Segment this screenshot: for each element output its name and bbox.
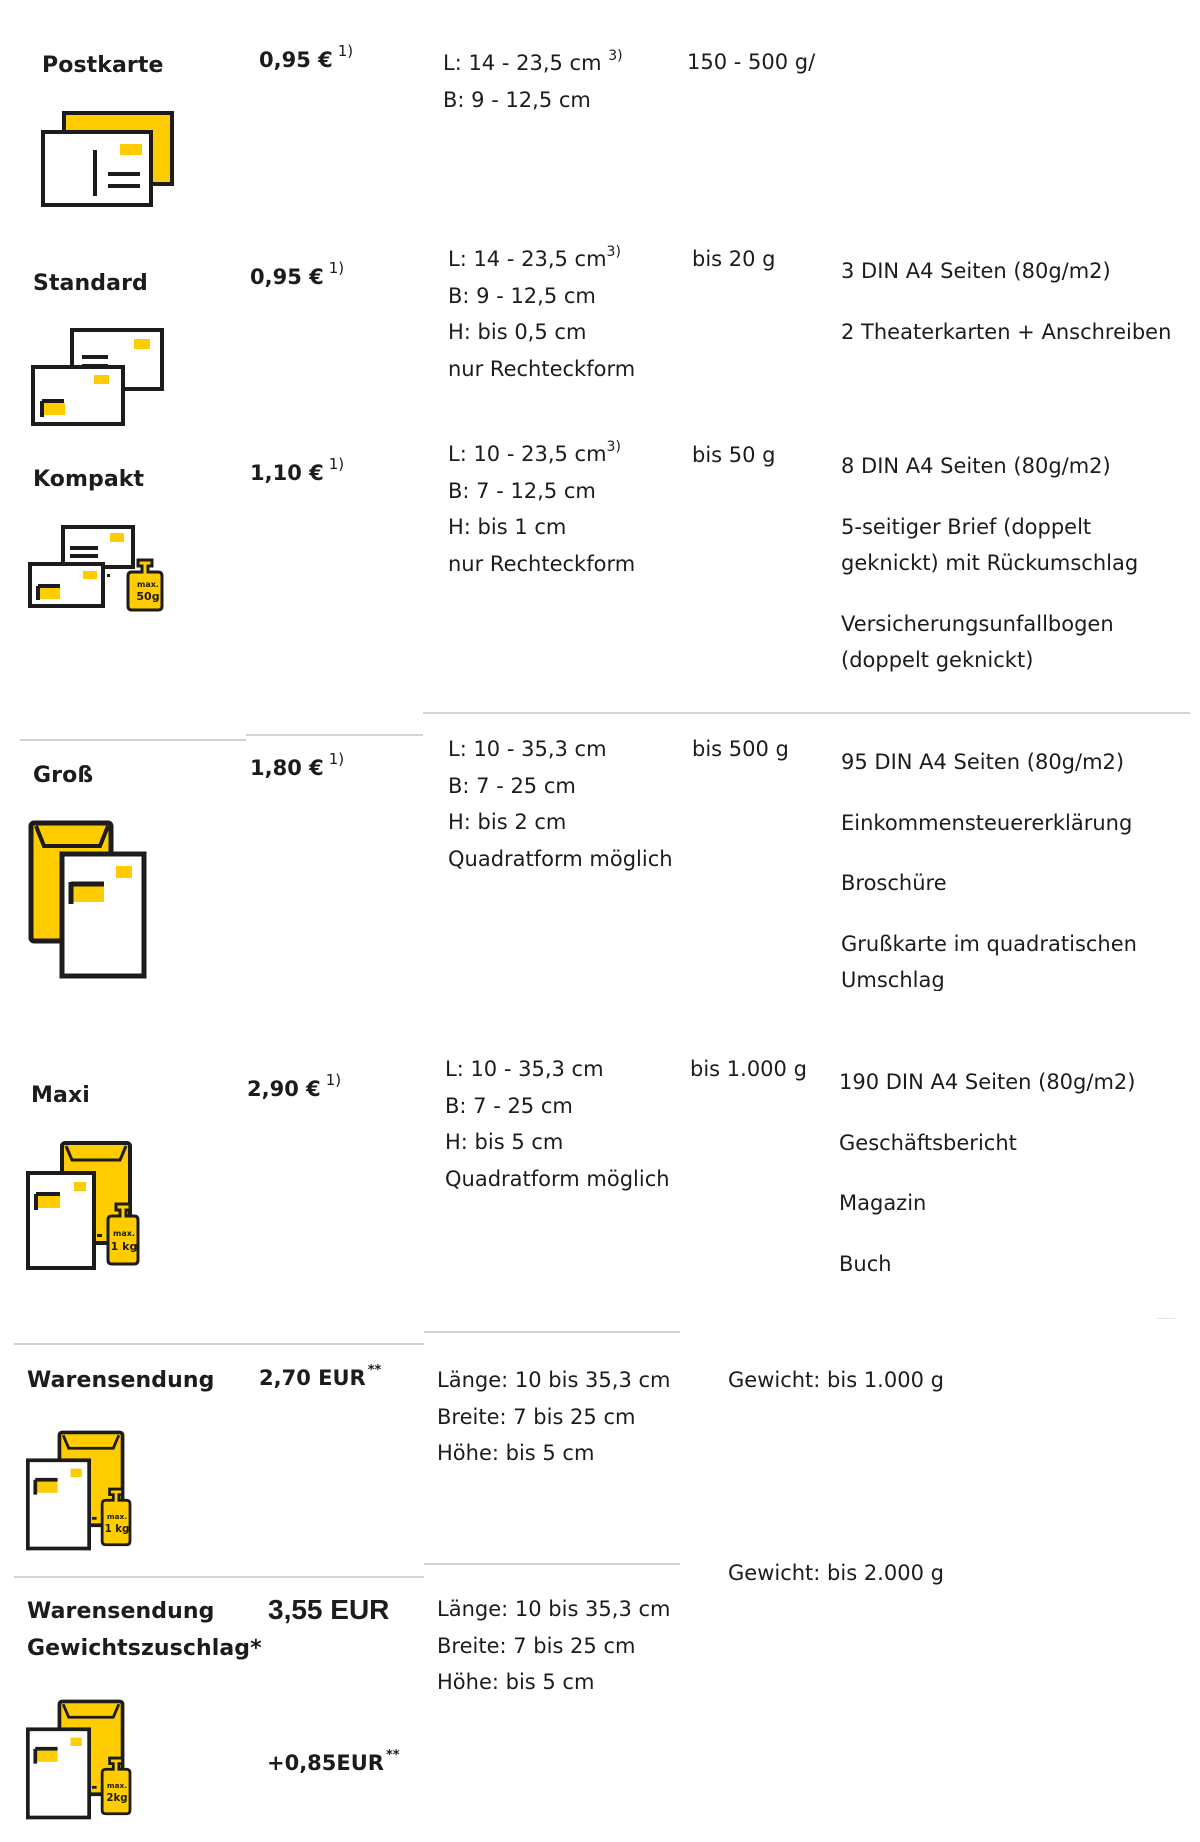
example-item: Versicherungsunfallbogen (doppelt geknickt) <box>841 611 1114 672</box>
svg-text:50g: 50g <box>136 590 160 603</box>
separator <box>14 1576 424 1578</box>
product-weight: bis 500 g <box>692 737 789 761</box>
product-dimensions: L: 14 - 23,5 $cm^{3)}$ B: 9 - 12,5 cm H: bis 0,5 cm nur Rechteckform <box>448 244 636 381</box>
example-item: Buch <box>839 1251 892 1276</box>
product-examples <box>841 448 1181 703</box>
product-price: 0,95 € $^{1)}$ <box>259 42 354 72</box>
product-weight: Gewicht: bis 2.000 g <box>728 1561 944 1585</box>
product-dimensions: Länge: 10 bis 35,3 cm Breite: 7 bis 25 cm Höhe: bis 5 cm <box>437 1368 671 1465</box>
product-dimensions: L: 14 - 23,5 cm $^{3)}$ B: 9 - 12,5 cm <box>443 48 623 112</box>
maxi-letter-icon <box>26 1140 166 1274</box>
product-price: 2,70 EUR ** <box>259 1363 382 1390</box>
product-examples <box>841 744 1181 1015</box>
product-name: Warensendung Gewichtszuschlag* <box>27 1599 262 1661</box>
product-name: Kompakt <box>33 467 145 492</box>
svg-text:max.: max. <box>106 1780 128 1790</box>
example-item: 2 Theaterkarten + Anschreiben <box>841 319 1172 344</box>
product-price: 3,55 EUR <box>268 1594 390 1625</box>
product-weight: bis 1.000 g <box>690 1057 807 1081</box>
product-weight: bis 20 g <box>692 247 776 271</box>
separator <box>424 1563 680 1565</box>
separator <box>14 1343 424 1345</box>
separator <box>424 1331 680 1333</box>
product-weight: bis 50 g <box>692 443 776 467</box>
product-examples <box>841 253 1171 374</box>
product-name: Groß <box>33 763 94 788</box>
product-name: Warensendung <box>27 1368 215 1393</box>
separator <box>246 734 423 736</box>
example-item: Grußkarte im quadratischen Umschlag <box>841 931 1137 991</box>
product-dimensions: L: 10 - 23,5 $cm^{3)}$ B: 7 - 12,5 cm H: bis 1 cm nur Rechteckform <box>448 439 636 576</box>
svg-text:max.: max. <box>113 1229 135 1238</box>
product-dimensions: Länge: 10 bis 35,3 cm Breite: 7 bis 25 cm Höhe: bis 5 cm <box>437 1597 671 1694</box>
product-weight: Gewicht: bis 1.000 g <box>728 1368 944 1392</box>
product-dimensions: L: 10 - 35,3 cm B: 7 - 25 cm H: bis 2 cm Quadratform möglich <box>448 737 673 871</box>
goods-shipment-heavy-icon <box>26 1697 156 1825</box>
product-weight: 150 - 500 g/ <box>687 50 816 74</box>
svg-text:1 kg: 1 kg <box>104 1523 130 1535</box>
separator <box>1157 1318 1175 1319</box>
product-examples <box>839 1064 1179 1306</box>
product-name: Maxi <box>31 1083 90 1108</box>
product-name: Postkarte <box>42 53 164 78</box>
svg-text:1 kg: 1 kg <box>110 1240 138 1253</box>
example-item: 5-seitiger Brief (doppelt geknickt) mit Rückumschlag <box>841 514 1139 575</box>
product-price: 1,10 € $^{1)}$ <box>250 455 345 485</box>
svg-text:2kg: 2kg <box>106 1792 128 1804</box>
svg-text:max.: max. <box>106 1511 128 1521</box>
product-price: 1,80 € $^{1)}$ <box>250 750 345 780</box>
separator <box>423 712 1190 714</box>
example-item: 8 DIN A4 Seiten (80g/m2) <box>841 454 1111 478</box>
example-item: 95 DIN A4 Seiten (80g/m2) <box>841 750 1125 774</box>
standard-letter-icon <box>30 327 166 431</box>
product-price: 2,90 € $^{1)}$ <box>247 1071 342 1101</box>
product-dimensions: L: 10 - 35,3 cm B: 7 - 25 cm H: bis 5 cm Quadratform möglich <box>445 1057 670 1191</box>
compact-letter-icon <box>28 524 168 620</box>
postcard-icon <box>40 110 176 212</box>
example-item: Broschüre <box>841 871 947 895</box>
example-item: 190 DIN A4 Seiten (80g/m2) <box>839 1070 1136 1094</box>
goods-shipment-icon <box>26 1428 156 1556</box>
example-item: 3 DIN A4 Seiten (80g/m2) <box>841 259 1111 283</box>
svg-text:max.: max. <box>137 580 159 589</box>
large-letter-icon <box>28 820 148 984</box>
surcharge-price: +0,85EUR ** <box>267 1748 400 1775</box>
example-item: Magazin <box>839 1191 927 1215</box>
example-item: Geschäftsbericht <box>839 1130 1017 1155</box>
product-name: Standard <box>33 271 148 296</box>
example-item: Einkommensteuererklärung <box>841 810 1133 835</box>
separator <box>20 739 246 741</box>
product-price: 0,95 € $^{1)}$ <box>250 259 345 289</box>
